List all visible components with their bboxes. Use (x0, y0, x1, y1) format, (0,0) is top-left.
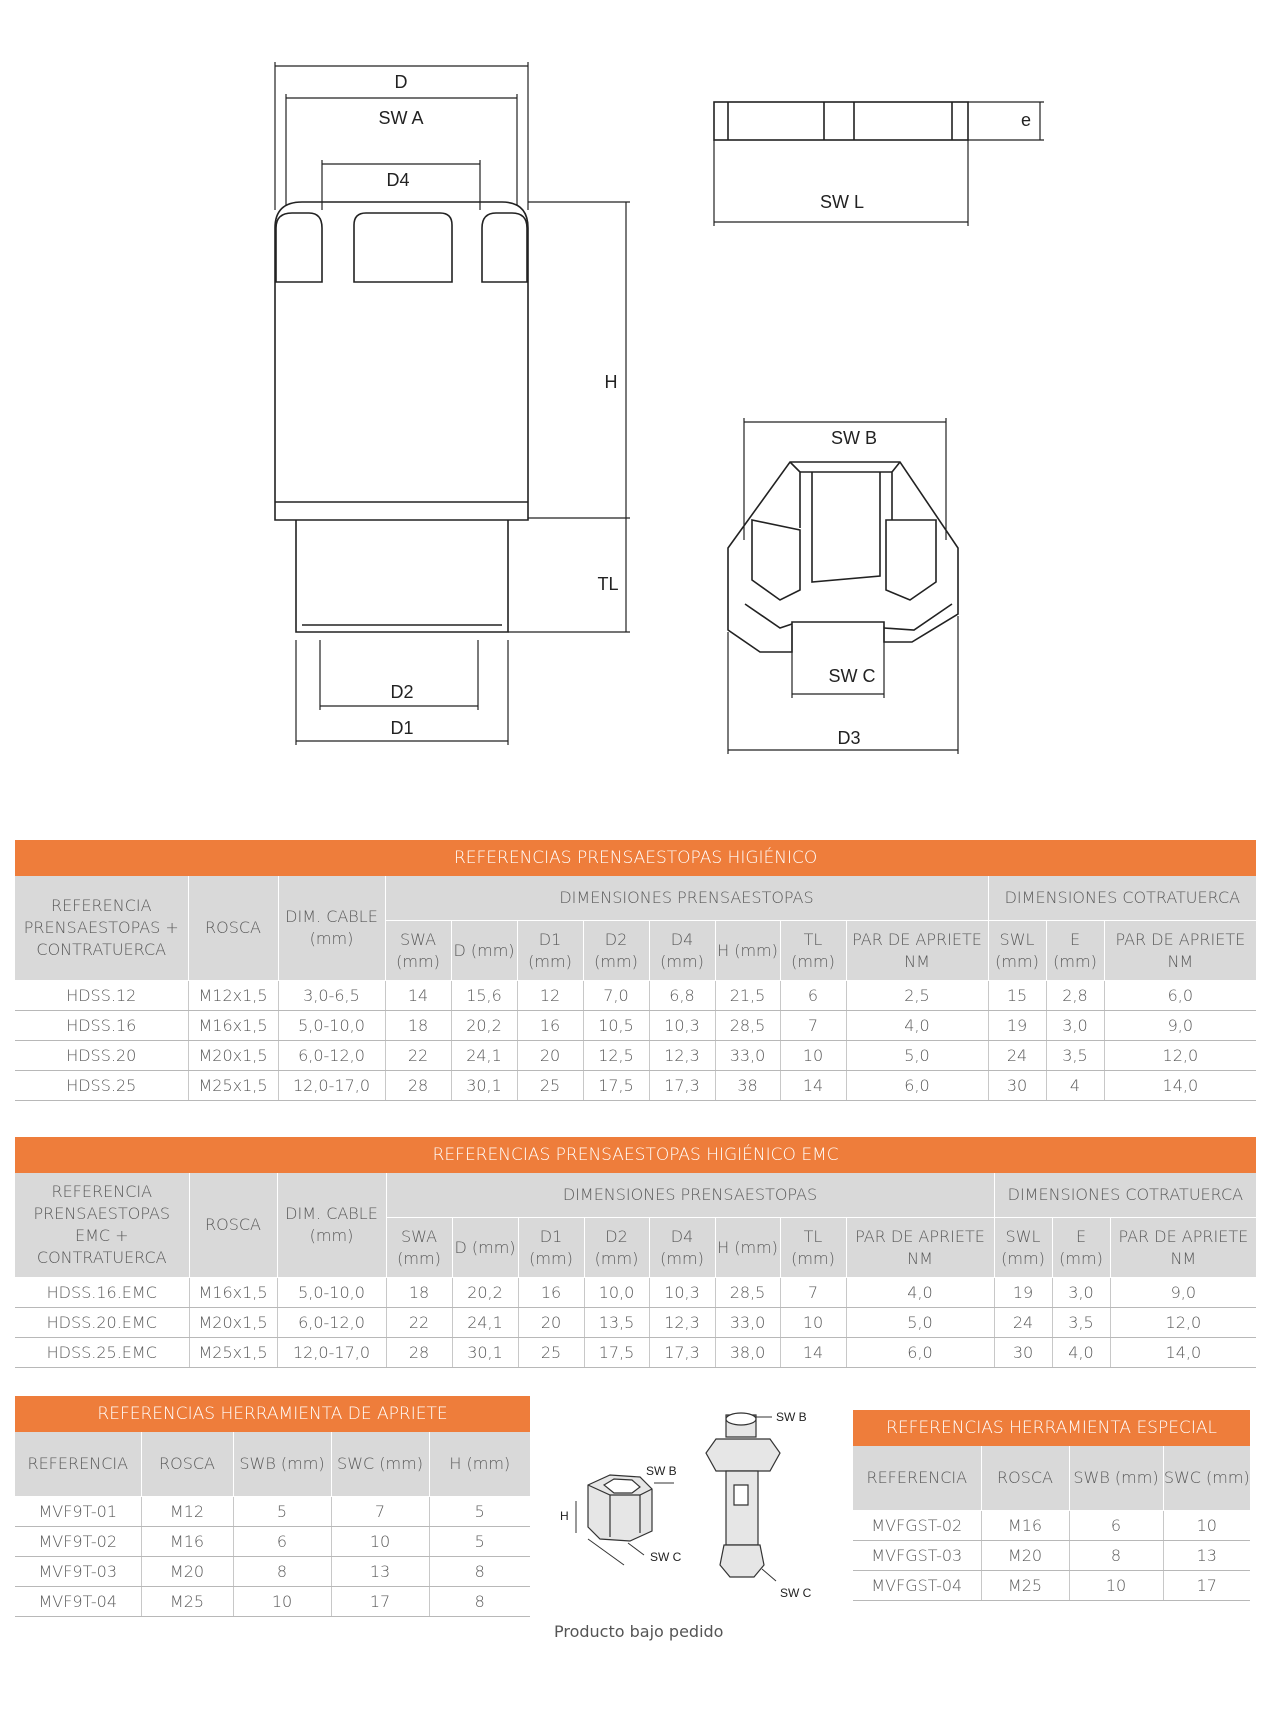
table-cell: M20 (981, 1540, 1069, 1570)
table-cell: 10 (780, 1308, 846, 1338)
table-cell: 3,5 (1052, 1308, 1110, 1338)
table-cell: 28,5 (715, 1278, 780, 1308)
table-cell: 14 (385, 981, 451, 1011)
table-cell: 17,3 (649, 1071, 715, 1101)
table-cell: 10 (1163, 1510, 1250, 1540)
table-cell: MVFGST-03 (853, 1540, 981, 1570)
label-swc: SW C (780, 1586, 812, 1600)
table-cell: 5 (429, 1526, 530, 1556)
table-cell: MVFGST-02 (853, 1510, 981, 1540)
table-cell: 18 (386, 1278, 452, 1308)
table-title: REFERENCIAS HERRAMIENTA DE APRIETE (15, 1396, 530, 1432)
table-title: REFERENCIAS PRENSAESTOPAS HIGIÉNICO EMC (15, 1137, 1256, 1173)
table-cell: 12,3 (649, 1041, 715, 1071)
table-cell: 12,0-17,0 (278, 1071, 385, 1101)
col-header: D4 (mm) (649, 921, 715, 981)
table-cell: 24,1 (451, 1041, 517, 1071)
table-cell: 24,1 (452, 1308, 518, 1338)
table-cell: 10,3 (649, 1011, 715, 1041)
table-cell: 5 (233, 1496, 331, 1526)
table-row (853, 1540, 1250, 1570)
table-cell: 13 (331, 1556, 429, 1586)
table-cell: 21,5 (715, 981, 780, 1011)
table-cell: 22 (386, 1308, 452, 1338)
label-swl: SW L (819, 192, 865, 212)
table-row (15, 1586, 530, 1616)
col-header: PAR DE APRIETE NM (846, 1218, 994, 1278)
group-header-nut: DIMENSIONES COTRATUERCA (994, 1173, 1256, 1218)
table-cell: M20x1,5 (189, 1308, 277, 1338)
col-header: REFERENCIA (853, 1446, 981, 1510)
table-cell: M25 (981, 1570, 1069, 1600)
table-cell: 2,5 (846, 981, 988, 1011)
col-header: PAR DE APRIETE NM (846, 921, 988, 981)
table-cell: MVF9T-03 (15, 1556, 141, 1586)
table-cell: 3,5 (1046, 1041, 1104, 1071)
table-tightening-tool (15, 1396, 530, 1617)
label-swb: SW B (830, 428, 878, 448)
table-title: REFERENCIAS HERRAMIENTA ESPECIAL (853, 1410, 1250, 1446)
col-header-thread: ROSCA (189, 1173, 277, 1278)
table-cell: 13,5 (584, 1308, 649, 1338)
col-header: D (mm) (451, 921, 517, 981)
col-header: D1 (mm) (518, 1218, 584, 1278)
label-d3: D3 (837, 728, 861, 748)
table-cell: 14 (780, 1338, 846, 1368)
table-row (853, 1570, 1250, 1600)
col-header-reference: REFERENCIA PRENSAESTOPAS + CONTRATUERCA (15, 876, 188, 981)
group-header-gland: DIMENSIONES PRENSAESTOPAS (386, 1173, 994, 1218)
label-tl: TL (597, 574, 619, 594)
table-cell: 10,5 (583, 1011, 649, 1041)
table-cell: 7,0 (583, 981, 649, 1011)
table-cell: 6,0-12,0 (277, 1308, 386, 1338)
table-cell: 10,0 (584, 1278, 649, 1308)
table-hygienic-glands (15, 840, 1256, 1101)
table-cell: 9,0 (1104, 1011, 1256, 1041)
table-cell: MVF9T-04 (15, 1586, 141, 1616)
table-cell: HDSS.16 (15, 1011, 188, 1041)
table-row (15, 981, 1256, 1011)
col-header-cable: DIM. CABLE (mm) (278, 876, 385, 981)
table-cell: 5,0 (846, 1308, 994, 1338)
table-title: REFERENCIAS PRENSAESTOPAS HIGIÉNICO (15, 840, 1256, 876)
table-cell: 20 (518, 1308, 584, 1338)
table-cell: 3,0 (1046, 1011, 1104, 1041)
table-cell: 12,0-17,0 (277, 1338, 386, 1368)
table-cell: 22 (385, 1041, 451, 1071)
col-header: D1 (mm) (517, 921, 583, 981)
table-cell: 15 (988, 981, 1046, 1011)
table-cell: M12 (141, 1496, 233, 1526)
table-cell: 5,0 (846, 1041, 988, 1071)
table-cell: 4 (1046, 1071, 1104, 1101)
table-cell: 10,3 (649, 1278, 715, 1308)
table-cell: 9,0 (1110, 1278, 1256, 1308)
table-cell: HDSS.20.EMC (15, 1308, 189, 1338)
col-header: REFERENCIA (15, 1432, 141, 1496)
table-cell: 12 (517, 981, 583, 1011)
table-cell: 14 (780, 1071, 846, 1101)
table-cell: 17 (1163, 1570, 1250, 1600)
table-cell: 5 (429, 1496, 530, 1526)
table-row (853, 1510, 1250, 1540)
table-cell: M20 (141, 1556, 233, 1586)
table-cell: 7 (780, 1011, 846, 1041)
table-cell: 5,0-10,0 (278, 1011, 385, 1041)
label-d4: D4 (386, 170, 410, 190)
table-cell: 5,0-10,0 (277, 1278, 386, 1308)
table-cell: 10 (331, 1526, 429, 1556)
col-header: SWA (mm) (385, 921, 451, 981)
table-cell: 20,2 (451, 1011, 517, 1041)
table-cell: 10 (780, 1041, 846, 1071)
table-cell: MVF9T-02 (15, 1526, 141, 1556)
table-cell: 4,0 (846, 1278, 994, 1308)
table-cell: 12,5 (583, 1041, 649, 1071)
table-cell: 6,0-12,0 (278, 1041, 385, 1071)
col-header: TL (mm) (780, 1218, 846, 1278)
col-header-reference: REFERENCIA PRENSAESTOPAS EMC + CONTRATUERCA (15, 1173, 189, 1278)
table-cell: 6 (233, 1526, 331, 1556)
col-header: H (mm) (715, 921, 780, 981)
label-h: H (604, 372, 618, 392)
table-cell: MVFGST-04 (853, 1570, 981, 1600)
table-row (15, 1041, 1256, 1071)
table-cell: 4,0 (846, 1011, 988, 1041)
table-cell: 8 (1069, 1540, 1163, 1570)
technical-drawing (0, 0, 1276, 780)
col-header: E (mm) (1052, 1218, 1110, 1278)
table-cell: 38 (715, 1071, 780, 1101)
label-e: e (1020, 110, 1032, 130)
table-cell: 2,8 (1046, 981, 1104, 1011)
table-row (15, 1071, 1256, 1101)
table-cell: 3,0-6,5 (278, 981, 385, 1011)
table-row (15, 1526, 530, 1556)
table-cell: 24 (988, 1041, 1046, 1071)
table-cell: HDSS.16.EMC (15, 1278, 189, 1308)
table-cell: M25x1,5 (188, 1071, 278, 1101)
table-cell: 30,1 (452, 1338, 518, 1368)
table-cell: 33,0 (715, 1308, 780, 1338)
table-cell: 30 (994, 1338, 1052, 1368)
col-header: H (mm) (429, 1432, 530, 1496)
table-cell: 38,0 (715, 1338, 780, 1368)
col-header-cable: DIM. CABLE (mm) (277, 1173, 386, 1278)
col-header: SWB (mm) (1069, 1446, 1163, 1510)
table-cell: 12,0 (1110, 1308, 1256, 1338)
table-row (15, 1556, 530, 1586)
table-cell: 19 (988, 1011, 1046, 1041)
table-cell: 28 (386, 1338, 452, 1368)
table-cell: 14,0 (1110, 1338, 1256, 1368)
table-cell: 7 (780, 1278, 846, 1308)
label-swa: SW A (378, 108, 424, 128)
col-header: SWC (mm) (1163, 1446, 1250, 1510)
table-cell: 6,0 (846, 1338, 994, 1368)
table-cell: 4,0 (1052, 1338, 1110, 1368)
table-cell: M25 (141, 1586, 233, 1616)
table-cell: M16 (981, 1510, 1069, 1540)
table-cell: 10 (1069, 1570, 1163, 1600)
label-h: H (560, 1509, 569, 1523)
table-cell: 17 (331, 1586, 429, 1616)
col-header: D2 (mm) (584, 1218, 649, 1278)
col-header: SWB (mm) (233, 1432, 331, 1496)
table-cell: 14,0 (1104, 1071, 1256, 1101)
table-cell: 12,0 (1104, 1041, 1256, 1071)
table-row (15, 1308, 1256, 1338)
table-cell: HDSS.25.EMC (15, 1338, 189, 1368)
label-d2: D2 (390, 682, 414, 702)
table-row (15, 1278, 1256, 1308)
table-cell: 6 (1069, 1510, 1163, 1540)
table-cell: HDSS.12 (15, 981, 188, 1011)
label-d1: D1 (390, 718, 414, 738)
group-header-gland: DIMENSIONES PRENSAESTOPAS (385, 876, 988, 921)
table-cell: 6,0 (846, 1071, 988, 1101)
col-header: PAR DE APRIETE NM (1110, 1218, 1256, 1278)
table-row (15, 1338, 1256, 1368)
table-cell: 25 (517, 1071, 583, 1101)
col-header: SWL (mm) (994, 1218, 1052, 1278)
table-cell: 10 (233, 1586, 331, 1616)
table-cell: 17,5 (584, 1338, 649, 1368)
table-cell: MVF9T-01 (15, 1496, 141, 1526)
table-cell: M16x1,5 (189, 1278, 277, 1308)
table-cell: 16 (518, 1278, 584, 1308)
col-header: TL (mm) (780, 921, 846, 981)
table-cell: 6 (780, 981, 846, 1011)
table-cell: M12x1,5 (188, 981, 278, 1011)
table-row (15, 1011, 1256, 1041)
group-header-nut: DIMENSIONES COTRATUERCA (988, 876, 1256, 921)
table-hygienic-emc-glands (15, 1137, 1256, 1368)
label-d: D (394, 72, 408, 92)
table-cell: 15,6 (451, 981, 517, 1011)
table-cell: 16 (517, 1011, 583, 1041)
col-header: SWL (mm) (988, 921, 1046, 981)
note-on-request: Producto bajo pedido (554, 1622, 724, 1641)
table-cell: 30,1 (451, 1071, 517, 1101)
label-swb: SW B (646, 1464, 677, 1478)
table-cell: 13 (1163, 1540, 1250, 1570)
label-swc: SW C (828, 666, 876, 686)
label-swc: SW C (650, 1550, 682, 1564)
table-cell: M16 (141, 1526, 233, 1556)
table-cell: 17,5 (583, 1071, 649, 1101)
table-cell: HDSS.20 (15, 1041, 188, 1071)
col-header: E (mm) (1046, 921, 1104, 981)
table-cell: M25x1,5 (189, 1338, 277, 1368)
col-header-thread: ROSCA (188, 876, 278, 981)
table-cell: 28,5 (715, 1011, 780, 1041)
col-header: SWA (mm) (386, 1218, 452, 1278)
table-cell: HDSS.25 (15, 1071, 188, 1101)
table-cell: 20 (517, 1041, 583, 1071)
label-swb: SW B (776, 1410, 807, 1424)
table-cell: 33,0 (715, 1041, 780, 1071)
table-cell: 20,2 (452, 1278, 518, 1308)
table-cell: 6,0 (1104, 981, 1256, 1011)
tools-figure (548, 1405, 830, 1615)
col-header: D (mm) (452, 1218, 518, 1278)
col-header: H (mm) (715, 1218, 780, 1278)
table-cell: 8 (429, 1586, 530, 1616)
table-cell: 18 (385, 1011, 451, 1041)
table-cell: 25 (518, 1338, 584, 1368)
table-cell: 8 (233, 1556, 331, 1586)
table-cell: 6,8 (649, 981, 715, 1011)
table-cell: 30 (988, 1071, 1046, 1101)
table-cell: 19 (994, 1278, 1052, 1308)
table-cell: 8 (429, 1556, 530, 1586)
table-cell: 7 (331, 1496, 429, 1526)
col-header: SWC (mm) (331, 1432, 429, 1496)
table-special-tool (853, 1410, 1250, 1601)
table-cell: 24 (994, 1308, 1052, 1338)
col-header: D2 (mm) (583, 921, 649, 981)
table-cell: 12,3 (649, 1308, 715, 1338)
col-header: ROSCA (981, 1446, 1069, 1510)
table-cell: M20x1,5 (188, 1041, 278, 1071)
col-header: D4 (mm) (649, 1218, 715, 1278)
col-header: PAR DE APRIETE NM (1104, 921, 1256, 981)
table-cell: 3,0 (1052, 1278, 1110, 1308)
table-cell: 28 (385, 1071, 451, 1101)
table-cell: M16x1,5 (188, 1011, 278, 1041)
table-cell: 17,3 (649, 1338, 715, 1368)
col-header: ROSCA (141, 1432, 233, 1496)
table-row (15, 1496, 530, 1526)
